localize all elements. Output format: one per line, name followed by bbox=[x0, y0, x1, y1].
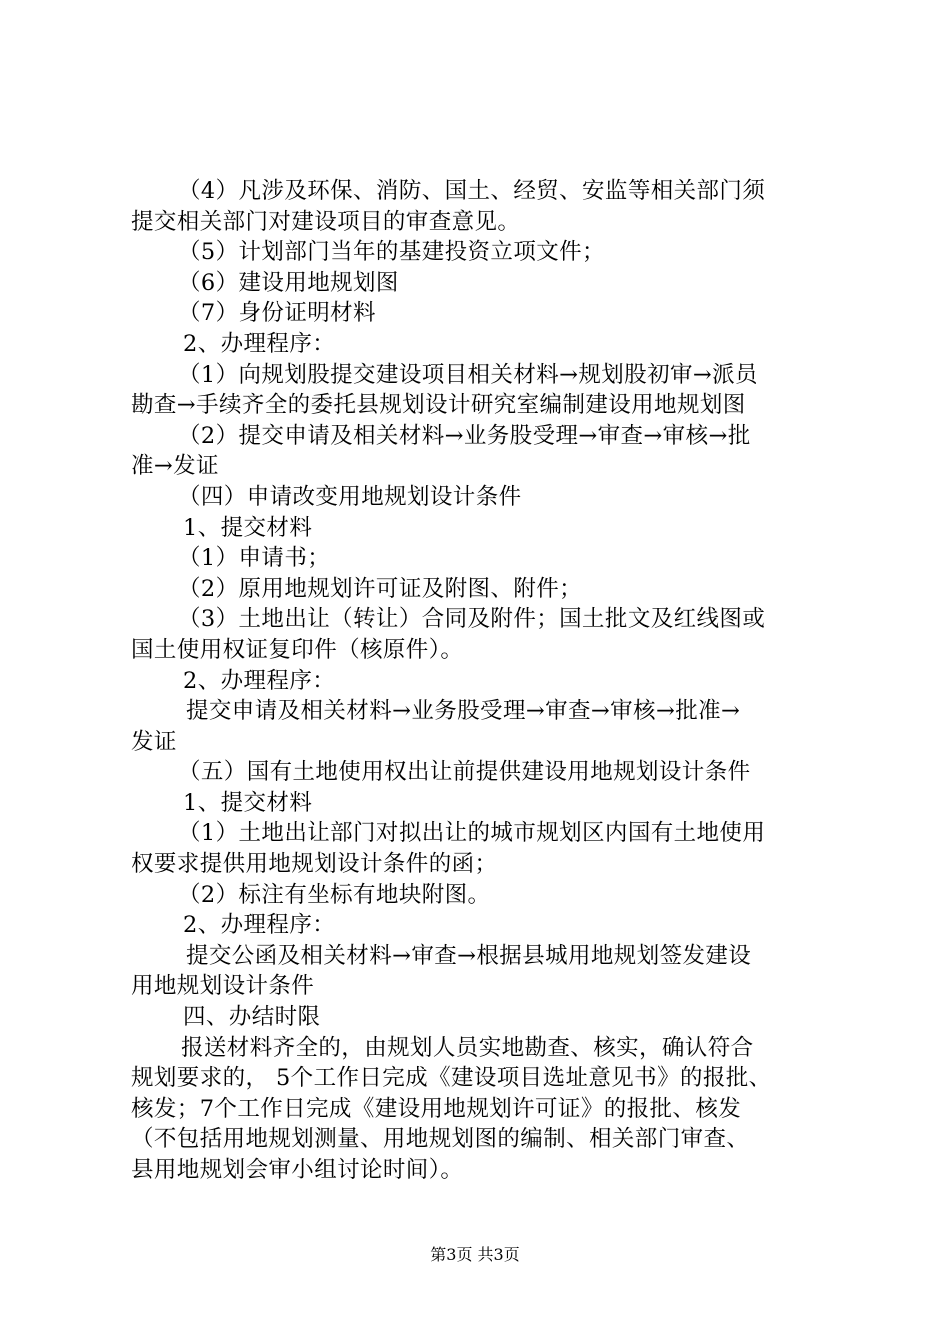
text-line: 报送材料齐全的，由规划人员实地勘查、核实，确认符合 bbox=[181, 1034, 754, 1061]
text-line: （2）标注有坐标有地块附图。 bbox=[178, 881, 491, 908]
text-line: （7）身份证明材料 bbox=[178, 300, 376, 327]
section-heading: 1、提交材料 bbox=[183, 789, 313, 816]
text-line: 县用地规划会审小组讨论时间）。 bbox=[131, 1157, 464, 1183]
section-heading: 1、提交材料 bbox=[183, 514, 313, 541]
text-line: 发证 bbox=[131, 728, 177, 755]
page-footer bbox=[0, 1245, 950, 1265]
text-line: （2）原用地规划许可证及附图、附件； bbox=[178, 575, 583, 602]
section-heading: （五）国有土地使用权出让前提供建设用地规划设计条件 bbox=[178, 759, 751, 786]
section-heading: 2、办理程序： bbox=[183, 912, 336, 939]
text-line: 核发；7个工作日完成《建设用地规划许可证》的报批、核发 bbox=[131, 1095, 742, 1122]
text-line: （5）计划部门当年的基建投资立项文件； bbox=[178, 239, 605, 266]
text-line: 用地规划设计条件 bbox=[131, 973, 315, 1000]
section-heading: （四）申请改变用地规划设计条件 bbox=[178, 483, 522, 510]
text-line: （6）建设用地规划图 bbox=[178, 269, 399, 296]
text-line: 提交公函及相关材料→审查→根据县城用地规划签发建设 bbox=[186, 942, 752, 969]
text-line: （1）申请书； bbox=[178, 545, 331, 572]
text-line: 权要求提供用地规划设计条件的函； bbox=[131, 851, 498, 878]
text-line: （不包括用地规划测量、用地规划图的编制、相关部门审查、 bbox=[131, 1126, 750, 1153]
text-line: （1）土地出让部门对拟出让的城市规划区内国有土地使用 bbox=[178, 820, 766, 847]
text-line: 勘查→手续齐全的委托县规划设计研究室编制建设用地规划图 bbox=[131, 392, 746, 419]
document-body bbox=[131, 176, 831, 1186]
page-number-label: 第3页 共3页 bbox=[430, 1245, 520, 1264]
text-line: 提交申请及相关材料→业务股受理→审查→审核→批准→ bbox=[186, 698, 741, 725]
text-line: 规划要求的， 5个工作日完成《建设项目选址意见书》的报批、 bbox=[131, 1065, 772, 1092]
text-line: （4）凡涉及环保、消防、国土、经贸、安监等相关部门须 bbox=[178, 178, 766, 204]
section-heading: 四、办结时限 bbox=[183, 1004, 321, 1031]
text-line: 提交相关部门对建设项目的审查意见。 bbox=[131, 208, 521, 235]
text-line: 国土使用权证复印件（核原件）。 bbox=[131, 636, 464, 663]
text-line: （2）提交申请及相关材料→业务股受理→审查→审核→批 bbox=[178, 422, 751, 449]
section-heading: 2、办理程序： bbox=[183, 667, 336, 694]
text-line: （1）向规划股提交建设项目相关材料→规划股初审→派员 bbox=[178, 361, 758, 388]
text-line: 准→发证 bbox=[131, 453, 219, 480]
text-line: （3）土地出让（转让）合同及附件；国土批文及红线图或 bbox=[178, 606, 766, 633]
section-heading: 2、办理程序： bbox=[183, 330, 336, 357]
